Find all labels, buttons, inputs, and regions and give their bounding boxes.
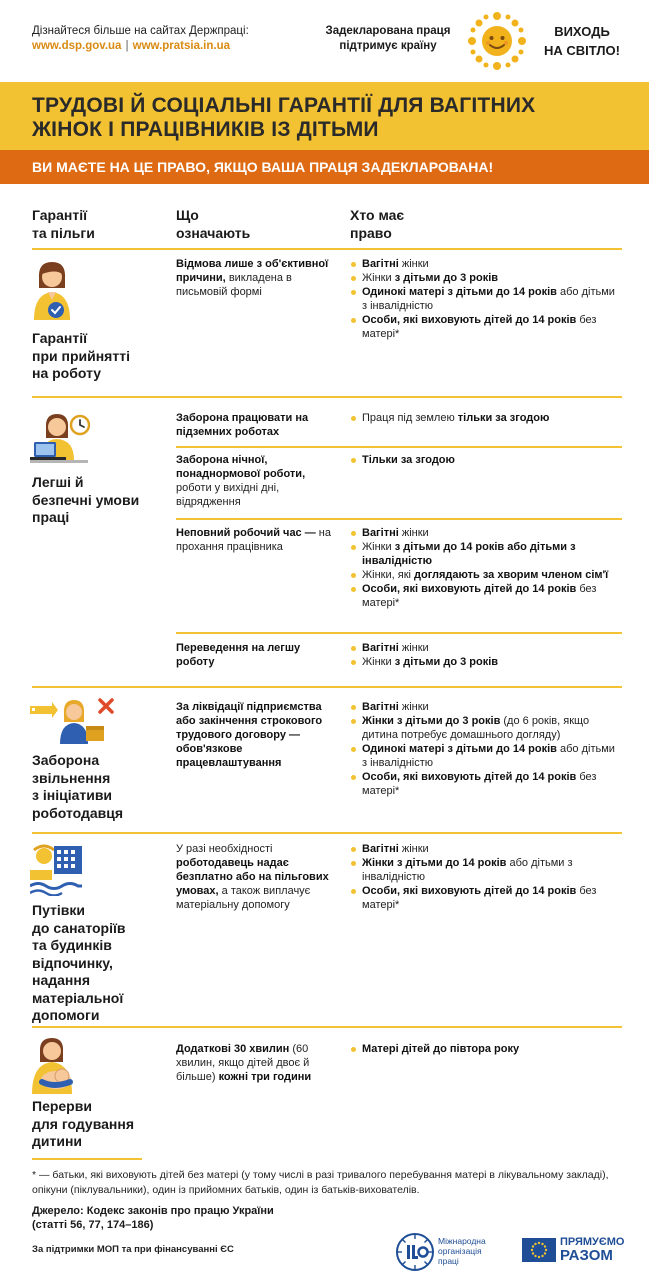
bold-text: Заборона нічної, [176, 454, 268, 466]
row-description [176, 257, 336, 299]
ilo-name-line2: організація [438, 1246, 482, 1256]
text-run: жінки [398, 642, 429, 654]
bold-text: Заборона працювати на [176, 412, 309, 424]
divider [32, 396, 622, 398]
eligibility-item [350, 582, 620, 610]
column-header-meaning-line1: Що [176, 207, 199, 223]
row-description [176, 453, 336, 509]
column-header-meaning [176, 206, 336, 242]
eligibility-item [350, 884, 620, 912]
section-title-dismissal [32, 752, 162, 822]
support-note: За підтримки МОП та при фінансуванні ЄС [32, 1244, 234, 1255]
source-line2: (статті 56, 77, 174–186) [32, 1219, 154, 1231]
section-title-line: при прийнятті [32, 347, 130, 364]
divider [176, 446, 622, 448]
row-description [176, 1042, 336, 1084]
source-reference [32, 1204, 332, 1232]
header-links [32, 39, 249, 54]
page-subtitle: ВИ МАЄТЕ НА ЦЕ ПРАВО, ЯКЩО ВАША ПРАЦЯ ЗАДЕКЛАРОВАНА! [32, 159, 494, 175]
eligibility-item [350, 856, 620, 884]
bold-text: Неповний робочий час — [176, 527, 316, 539]
eligibility-list [350, 842, 620, 912]
section-title-line: допомоги [32, 1007, 100, 1023]
section-title-line: надання [32, 972, 90, 988]
eu-slogan-line2: РАЗОМ [560, 1247, 613, 1264]
section-title-line: праці [32, 509, 70, 525]
text-run: відрядження [176, 496, 241, 508]
row-description [176, 526, 336, 554]
bold-text: Жінки з дітьми до 14 років [362, 857, 507, 869]
text-run: без матері* [362, 771, 597, 797]
section-title-line: Легші й [32, 474, 84, 490]
eligibility-item [350, 770, 620, 798]
divider [32, 248, 622, 250]
eligibility-item [350, 700, 620, 714]
text-run: Жінки [362, 272, 395, 284]
text-run: Праця під землею [362, 412, 458, 424]
page-title-line2: ЖІНОК І ПРАЦІВНИКІВ ІЗ ДІТЬМИ [32, 118, 379, 141]
column-header-eligible [350, 206, 470, 242]
bold-text: Особи, які виховують дітей до 14 років [362, 771, 577, 783]
campaign-line1: ВИХОДЬ [554, 24, 610, 39]
ilo-name [438, 1236, 486, 1266]
text-run: викладена в письмовій [176, 272, 292, 298]
sun-logo-icon [466, 10, 528, 72]
row-description [176, 641, 336, 669]
page-title-line1: ТРУДОВІ Й СОЦІАЛЬНІ ГАРАНТІЇ ДЛЯ ВАГІТНИХ [32, 94, 536, 117]
header-info [32, 24, 249, 54]
woman-checkmark-icon [30, 258, 74, 324]
page-header [0, 0, 649, 82]
eligibility-list [350, 700, 620, 798]
woman-laptop-clock-icon [30, 410, 90, 468]
text-run: формі [230, 286, 262, 298]
eligibility-list [350, 1042, 620, 1056]
bold-text: безплатно або на [176, 871, 272, 883]
section-title-line: для годування [32, 1115, 134, 1132]
bold-text: Вагітні [362, 843, 399, 855]
eligibility-list [350, 526, 620, 610]
eu-slogan [560, 1236, 624, 1264]
bold-text: роботу [176, 656, 215, 668]
section-title-line: на роботу [32, 365, 102, 381]
eligibility-item [350, 257, 620, 271]
text-run: без матері* [362, 583, 597, 609]
eligibility-item [350, 540, 620, 568]
eligibility-list [350, 411, 620, 425]
bold-text: трудового договору — [176, 729, 300, 741]
bold-text: з дітьми до 14 років або дітьми з інвалідністю [362, 541, 576, 567]
text-run: двоє й більше) [176, 1057, 310, 1083]
bold-text: Відмова лише [176, 258, 254, 270]
campaign-line2: НА СВІТЛО! [544, 43, 620, 58]
bold-text: Вагітні [362, 258, 399, 270]
woman-box-cross-icon [30, 696, 120, 746]
eligibility-list [350, 641, 620, 669]
bold-text: доглядають за хворим членом сім'ї [414, 569, 609, 581]
bold-text: Вагітні [362, 701, 399, 713]
section-title-line: звільнення [32, 769, 111, 786]
title-banner [0, 82, 649, 150]
text-run: або дітьми з інвалідністю [362, 286, 615, 312]
link-dsp[interactable]: www.dsp.gov.ua [32, 40, 122, 52]
column-header-meaning-line2: означають [176, 225, 251, 241]
bold-text: три години [251, 1071, 312, 1083]
row-description [176, 411, 336, 439]
section-title-line: відпочинку, [32, 954, 113, 971]
bold-text: тільки за згодою [457, 412, 550, 424]
section-title-line: роботодавця [32, 804, 124, 821]
ilo-name-line1: Міжнародна [438, 1236, 486, 1246]
subtitle-banner [0, 150, 649, 184]
divider [32, 832, 622, 834]
source-line1: Джерело: Кодекс законів про працю України [32, 1205, 274, 1217]
divider [32, 1026, 622, 1028]
section-title-line: з ініціативи [32, 787, 113, 803]
section-title-vouchers [32, 902, 162, 1025]
text-run: Жінки [362, 541, 395, 553]
divider [32, 686, 622, 688]
bold-text: Особи, які виховують дітей до 14 років [362, 885, 577, 897]
text-run: або дітьми з інвалідністю [362, 857, 573, 883]
divider [32, 1158, 142, 1160]
ilo-logo-icon [395, 1232, 435, 1272]
bold-text: Жінки з дітьми до 3 років [362, 715, 501, 727]
sanatorium-icon [30, 842, 84, 896]
bold-text: Вагітні [362, 527, 399, 539]
eligibility-item [350, 271, 620, 285]
text-run: Жінки, які [362, 569, 415, 581]
bold-text: пільгових умовах, [176, 871, 329, 897]
text-run: (60 хвилин, якщо дітей [176, 1043, 309, 1069]
column-header-eligible-line1: Хто має [350, 207, 405, 223]
header-slogan-line1: Задекларована праця [325, 25, 451, 37]
bold-text: Вагітні [362, 642, 399, 654]
text-run: на прохання працівника [176, 527, 331, 553]
bold-text: підземних роботах [176, 426, 280, 438]
bold-text: з об'єктивної причини, [176, 258, 329, 284]
eligibility-item [350, 313, 620, 341]
bold-text: Одинокі матері з дітьми до 14 років [362, 743, 557, 755]
eligibility-item [350, 641, 620, 655]
bold-text: працевлаштування [176, 757, 282, 769]
eligibility-item [350, 411, 620, 425]
bold-text: з дітьми до 3 років [394, 656, 499, 668]
link-separator: | [125, 40, 129, 52]
section-title-line: Заборона [32, 752, 100, 768]
column-header-guarantees-line1: Гарантії [32, 207, 88, 223]
eligibility-item [350, 714, 620, 742]
section-title-line: матеріальної [32, 989, 124, 1006]
text-run: (до 6 років, якщо дитина потребує домашнього догляду) [362, 715, 590, 741]
bold-text: За ліквідації [176, 701, 244, 713]
section-title-hiring [32, 330, 162, 383]
link-pratsia[interactable]: www.pratsia.in.ua [132, 40, 231, 52]
bold-text: Матері дітей до півтора року [362, 1043, 520, 1055]
header-campaign [532, 22, 632, 60]
bold-text: понаднормової роботи, [176, 468, 306, 480]
header-info-text: Дізнайтеся більше на сайтах Держпраці: [32, 25, 249, 37]
bold-text: Одинокі матері з дітьми до 14 років [362, 286, 557, 298]
text-run: без матері* [362, 314, 597, 340]
section-title-line: до санаторіїв [32, 919, 126, 936]
row-description [176, 700, 336, 770]
footnote: * — батьки, які виховують дітей без матері (у тому числі в разі тривалого перебування матері в лікувальному закладі), опікуни (піклувальники), один із прийомних батьків, один із батьків-вихователів. [32, 1169, 609, 1196]
text-run: а також виплачує [221, 885, 311, 897]
bold-text: Особи, які виховують дітей до 14 років [362, 314, 577, 326]
eligibility-item [350, 1042, 620, 1056]
bold-text: закінчення строкового [198, 715, 323, 727]
text-run: матеріальну допомогу [176, 899, 290, 911]
bold-text: роботодавець надає [176, 857, 289, 869]
eligibility-item [350, 453, 620, 467]
column-header-eligible-line2: право [350, 225, 392, 241]
section-title-line: безпечні умови [32, 491, 140, 508]
bold-text: Тільки за згодою [362, 454, 455, 466]
section-title-conditions [32, 474, 162, 527]
eu-flag-icon [522, 1238, 556, 1262]
eligibility-item [350, 568, 620, 582]
section-title-line: Гарантії [32, 330, 88, 346]
section-title-line: дитини [32, 1133, 83, 1149]
eligibility-list [350, 453, 620, 467]
text-run: жінки [398, 258, 429, 270]
text-run: жінки [398, 843, 429, 855]
eligibility-item [350, 285, 620, 313]
text-run: жінки [398, 701, 429, 713]
bold-text: Додаткові 30 хвилин [176, 1043, 290, 1055]
eligibility-item [350, 655, 620, 669]
bold-text: підприємства або [176, 701, 322, 727]
header-slogan-line2: підтримує країну [339, 40, 437, 52]
column-header-guarantees-line2: та пільги [32, 225, 95, 241]
divider [176, 632, 622, 634]
eligibility-item [350, 742, 620, 770]
text-run: Жінки [362, 656, 395, 668]
bold-text: Переведення на легшу [176, 642, 301, 654]
ilo-name-line3: праці [438, 1256, 459, 1266]
divider [176, 518, 622, 520]
text-run: У разі необхідності [176, 843, 273, 855]
bold-text: Особи, які виховують дітей до 14 років [362, 583, 577, 595]
text-run: або дітьми з інвалідністю [362, 743, 615, 769]
text-run: роботи у вихідні дні, [176, 482, 280, 494]
breastfeeding-icon [30, 1036, 82, 1096]
header-slogan [318, 24, 458, 54]
text-run: без матері* [362, 885, 597, 911]
section-title-feeding [32, 1098, 162, 1151]
row-description [176, 842, 336, 912]
text-run: жінки [398, 527, 429, 539]
eu-slogan-line1: ПРЯМУЄМО [560, 1236, 625, 1248]
column-header-guarantees [32, 206, 152, 242]
section-title-line: Перерви [32, 1098, 92, 1114]
section-title-line: та будинків [32, 937, 112, 953]
eligibility-list [350, 257, 620, 341]
bold-text: з дітьми до 3 років [394, 272, 499, 284]
eligibility-item [350, 526, 620, 540]
eligibility-item [350, 842, 620, 856]
bold-text: обов'язкове [176, 743, 243, 755]
bold-text: кожні [218, 1071, 248, 1083]
section-title-line: Путівки [32, 902, 85, 918]
page-title [32, 94, 649, 142]
